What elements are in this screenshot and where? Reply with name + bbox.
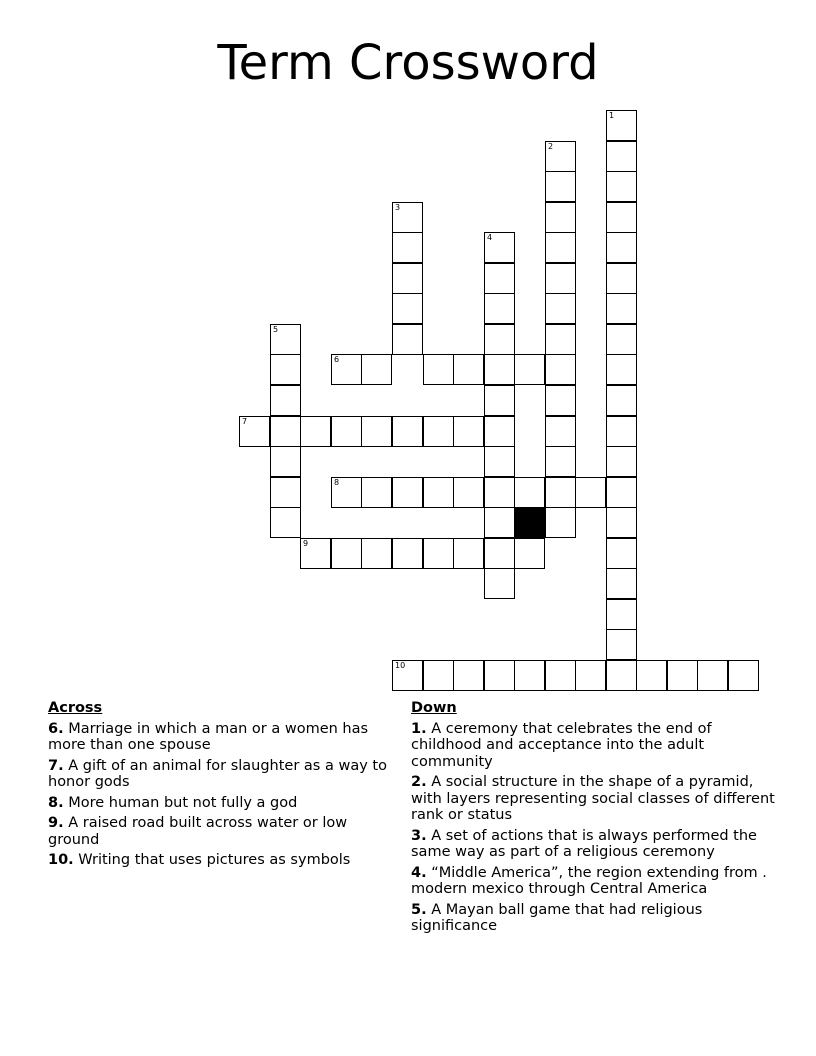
grid-cell[interactable] bbox=[453, 354, 484, 385]
grid-cell[interactable] bbox=[606, 171, 637, 202]
grid-cell[interactable] bbox=[392, 660, 423, 691]
grid-cell[interactable] bbox=[392, 324, 423, 355]
black-square bbox=[514, 507, 545, 538]
page-title: Term Crossword bbox=[217, 35, 599, 91]
grid-cell[interactable] bbox=[361, 416, 392, 447]
grid-cell[interactable] bbox=[606, 446, 637, 477]
down-clues bbox=[411, 700, 776, 939]
grid-cell[interactable] bbox=[331, 477, 362, 508]
grid-cell[interactable] bbox=[361, 354, 392, 385]
grid-cell[interactable] bbox=[697, 660, 728, 691]
clue-down-2 bbox=[411, 774, 776, 824]
grid-cell[interactable] bbox=[636, 660, 667, 691]
grid-cell[interactable] bbox=[484, 263, 515, 294]
clue-number-label: 4 bbox=[487, 233, 493, 242]
grid-cell[interactable] bbox=[545, 446, 576, 477]
grid-cell[interactable] bbox=[514, 660, 545, 691]
grid-cell[interactable] bbox=[606, 538, 637, 569]
grid-cell[interactable] bbox=[667, 660, 698, 691]
clue-number: 3. bbox=[411, 827, 427, 844]
clue-text: A social structure in the shape of a pyramid, with layers representing social classes of different rank or status bbox=[411, 774, 775, 823]
grid-cell[interactable] bbox=[484, 293, 515, 324]
grid-cell[interactable] bbox=[361, 477, 392, 508]
grid-cell[interactable] bbox=[606, 324, 637, 355]
grid-cell[interactable] bbox=[392, 293, 423, 324]
grid-cell[interactable] bbox=[514, 477, 545, 508]
clue-text: A raised road built across water or low ground bbox=[48, 815, 348, 848]
grid-cell[interactable] bbox=[575, 477, 606, 508]
clue-down-5 bbox=[411, 902, 776, 935]
grid-cell[interactable] bbox=[514, 354, 545, 385]
clue-number-label: 1 bbox=[609, 111, 615, 120]
grid-cell[interactable] bbox=[423, 538, 454, 569]
across-clues bbox=[48, 700, 388, 873]
grid-cell[interactable] bbox=[545, 416, 576, 447]
grid-cell[interactable] bbox=[392, 416, 423, 447]
clue-number: 6. bbox=[48, 720, 64, 737]
clue-number: 1. bbox=[411, 720, 427, 737]
grid-cell[interactable] bbox=[300, 416, 331, 447]
grid-cell[interactable] bbox=[606, 660, 637, 691]
grid-cell[interactable] bbox=[423, 660, 454, 691]
clue-down-4 bbox=[411, 865, 776, 898]
clue-number: 7. bbox=[48, 757, 64, 774]
grid-cell[interactable] bbox=[392, 263, 423, 294]
grid-cell[interactable] bbox=[453, 538, 484, 569]
grid-cell[interactable] bbox=[606, 232, 637, 263]
grid-cell[interactable] bbox=[270, 507, 301, 538]
grid-cell[interactable] bbox=[484, 507, 515, 538]
grid-cell[interactable] bbox=[545, 354, 576, 385]
grid-cell[interactable] bbox=[545, 660, 576, 691]
grid-cell[interactable] bbox=[484, 477, 515, 508]
clue-number: 5. bbox=[411, 901, 427, 918]
grid-cell[interactable] bbox=[484, 446, 515, 477]
grid-cell[interactable] bbox=[270, 446, 301, 477]
grid-cell[interactable] bbox=[361, 538, 392, 569]
grid-cell[interactable] bbox=[514, 538, 545, 569]
grid-cell[interactable] bbox=[423, 354, 454, 385]
clue-number-label: 5 bbox=[273, 325, 279, 334]
clue-down-1 bbox=[411, 721, 776, 771]
grid-cell[interactable] bbox=[392, 202, 423, 233]
grid-cell[interactable] bbox=[423, 416, 454, 447]
grid-cell[interactable] bbox=[545, 232, 576, 263]
clue-number-label: 7 bbox=[242, 417, 248, 426]
grid-cell[interactable] bbox=[606, 110, 637, 141]
clue-number: 8. bbox=[48, 794, 64, 811]
grid-cell[interactable] bbox=[545, 202, 576, 233]
grid-cell[interactable] bbox=[545, 324, 576, 355]
grid-cell[interactable] bbox=[331, 354, 362, 385]
grid-cell[interactable] bbox=[606, 507, 637, 538]
grid-cell[interactable] bbox=[484, 354, 515, 385]
grid-cell[interactable] bbox=[300, 538, 331, 569]
clue-text: Writing that uses pictures as symbols bbox=[78, 852, 351, 868]
grid-cell[interactable] bbox=[606, 385, 637, 416]
grid-cell[interactable] bbox=[270, 354, 301, 385]
clue-text: A ceremony that celebrates the end of childhood and acceptance into the adult community bbox=[411, 720, 712, 770]
clue-across-7 bbox=[48, 758, 388, 791]
grid-cell[interactable] bbox=[392, 538, 423, 569]
grid-cell[interactable] bbox=[545, 141, 576, 172]
clue-across-6 bbox=[48, 721, 388, 754]
clue-number-label: 3 bbox=[395, 203, 401, 212]
grid-cell[interactable] bbox=[239, 416, 270, 447]
grid-cell[interactable] bbox=[606, 354, 637, 385]
grid-cell[interactable] bbox=[331, 416, 362, 447]
grid-cell[interactable] bbox=[484, 385, 515, 416]
clue-number: 2. bbox=[411, 774, 427, 790]
grid-cell[interactable] bbox=[453, 660, 484, 691]
grid-cell[interactable] bbox=[606, 568, 637, 599]
grid-cell[interactable] bbox=[484, 324, 515, 355]
clue-number-label: 10 bbox=[395, 661, 406, 670]
grid-cell[interactable] bbox=[484, 660, 515, 691]
grid-cell[interactable] bbox=[484, 232, 515, 263]
clue-text: Marriage in which a man or a women has more than one spouse bbox=[48, 720, 369, 753]
grid-cell[interactable] bbox=[392, 477, 423, 508]
clue-number-label: 9 bbox=[303, 539, 309, 548]
grid-cell[interactable] bbox=[453, 477, 484, 508]
grid-cell[interactable] bbox=[606, 202, 637, 233]
grid-cell[interactable] bbox=[545, 263, 576, 294]
clue-across-10 bbox=[48, 852, 388, 869]
clue-down-3 bbox=[411, 828, 776, 861]
grid-cell[interactable] bbox=[484, 568, 515, 599]
down-heading: Down bbox=[411, 700, 457, 716]
grid-cell[interactable] bbox=[545, 171, 576, 202]
grid-cell[interactable] bbox=[545, 477, 576, 508]
grid-cell[interactable] bbox=[606, 477, 637, 508]
grid-cell[interactable] bbox=[270, 416, 301, 447]
grid-cell[interactable] bbox=[606, 263, 637, 294]
grid-cell[interactable] bbox=[484, 416, 515, 447]
clue-text: More human but not fully a god bbox=[68, 794, 298, 811]
clue-text: A gift of an animal for slaughter as a way to honor gods bbox=[48, 757, 387, 790]
grid-cell[interactable] bbox=[606, 629, 637, 660]
grid-cell[interactable] bbox=[270, 324, 301, 355]
clue-number: 10. bbox=[48, 852, 74, 868]
grid-cell[interactable] bbox=[331, 538, 362, 569]
grid-cell[interactable] bbox=[545, 385, 576, 416]
grid-cell[interactable] bbox=[575, 660, 606, 691]
grid-cell[interactable] bbox=[606, 416, 637, 447]
clue-text: “Middle America”, the region extending from . modern mexico through Central America bbox=[411, 864, 767, 897]
clue-number: 4. bbox=[411, 864, 427, 881]
grid-cell[interactable] bbox=[392, 232, 423, 263]
grid-cell[interactable] bbox=[484, 538, 515, 569]
grid-cell[interactable] bbox=[606, 293, 637, 324]
clue-number-label: 2 bbox=[548, 142, 554, 151]
grid-cell[interactable] bbox=[606, 599, 637, 630]
clue-across-8 bbox=[48, 795, 388, 812]
grid-cell[interactable] bbox=[545, 293, 576, 324]
across-heading: Across bbox=[48, 700, 103, 716]
grid-cell[interactable] bbox=[270, 477, 301, 508]
clue-text: A set of actions that is always performed the same way as part of a religious ceremony bbox=[411, 827, 757, 860]
clue-number-label: 8 bbox=[334, 478, 340, 487]
grid-cell[interactable] bbox=[453, 416, 484, 447]
grid-cell[interactable] bbox=[423, 477, 454, 508]
clue-text: A Mayan ball game that had religious significance bbox=[411, 901, 703, 934]
clue-number-label: 6 bbox=[334, 355, 340, 364]
grid-cell[interactable] bbox=[270, 385, 301, 416]
clue-number: 9. bbox=[48, 815, 64, 831]
clue-across-9 bbox=[48, 815, 388, 848]
grid-cell[interactable] bbox=[545, 507, 576, 538]
grid-cell[interactable] bbox=[606, 141, 637, 172]
grid-cell[interactable] bbox=[728, 660, 759, 691]
